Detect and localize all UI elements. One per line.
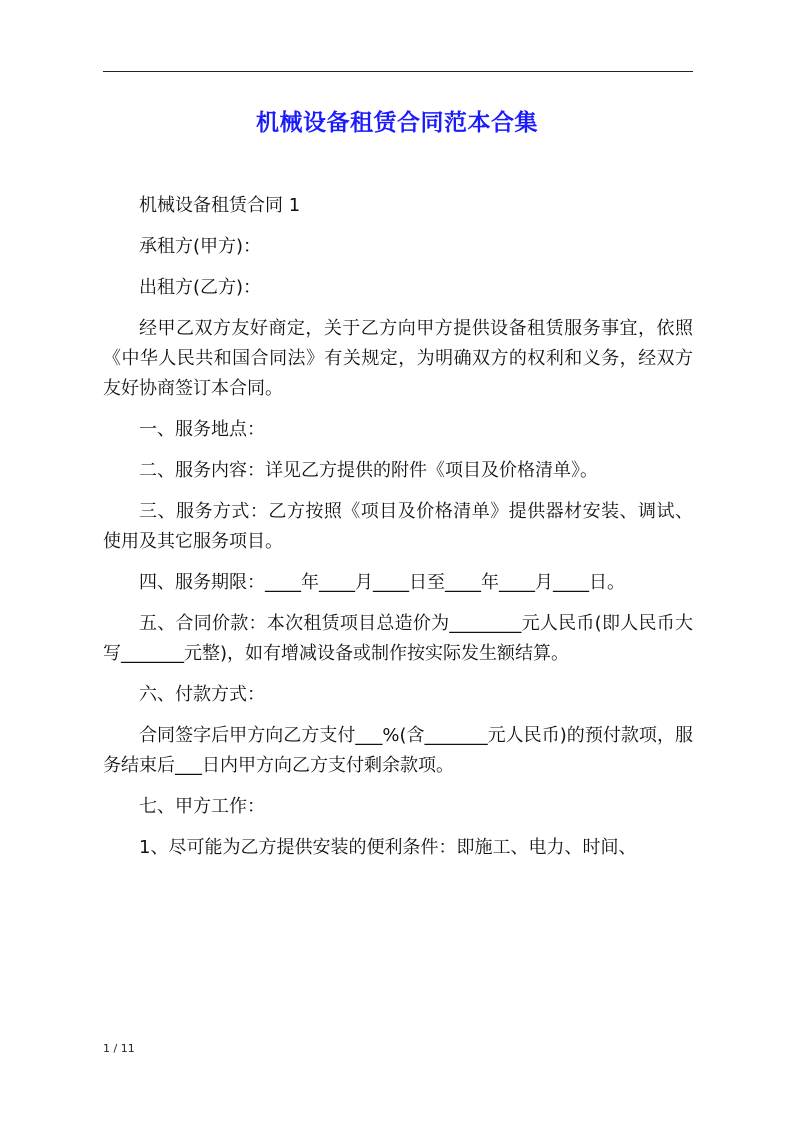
- paragraph-service-period: 四、服务期限：____年____月____日至____年____月____日。: [139, 572, 625, 593]
- paragraph-party-a-work: 七、甲方工作：: [139, 796, 265, 817]
- document-body: [103, 191, 693, 874]
- paragraph-party-a-item-1: 1、尽可能为乙方提供安装的便利条件：即施工、电力、时间、: [139, 837, 637, 858]
- paragraph-service-location: 一、服务地点：: [139, 419, 265, 440]
- page-number: 1 / 11: [103, 1042, 135, 1055]
- paragraph-payment-method: 六、付款方式：: [139, 684, 265, 705]
- document-title: 机械设备租赁合同范本合集: [256, 110, 538, 136]
- paragraph-payment-terms: 合同签字后甲方向乙方支付___%(含_______元人民币)的预付款项，服务结束后___日内甲方向乙方支付剩余款项。: [103, 725, 693, 776]
- paragraph-lessor: 出租方(乙方)：: [139, 277, 262, 298]
- paragraph-contract-heading: 机械设备租赁合同 1: [139, 195, 301, 216]
- paragraph-preamble: 经甲乙双方友好商定，关于乙方向甲方提供设备租赁服务事宜，依照《中华人民共和国合同法》有关规定，为明确双方的权利和义务，经双方友好协商签订本合同。: [103, 318, 693, 399]
- paragraph-service-method: 三、服务方式：乙方按照《项目及价格清单》提供器材安装、调试、使用及其它服务项目。: [103, 501, 693, 552]
- paragraph-lessee: 承租方(甲方)：: [139, 236, 262, 257]
- paragraph-contract-price: 五、合同价款：本次租赁项目总造价为________元人民币(即人民币大写_______元整)，如有增减设备或制作按实际发生额结算。: [103, 613, 693, 664]
- header-rule: [103, 71, 693, 72]
- paragraph-service-content: 二、服务内容：详见乙方提供的附件《项目及价格清单》。: [139, 460, 598, 481]
